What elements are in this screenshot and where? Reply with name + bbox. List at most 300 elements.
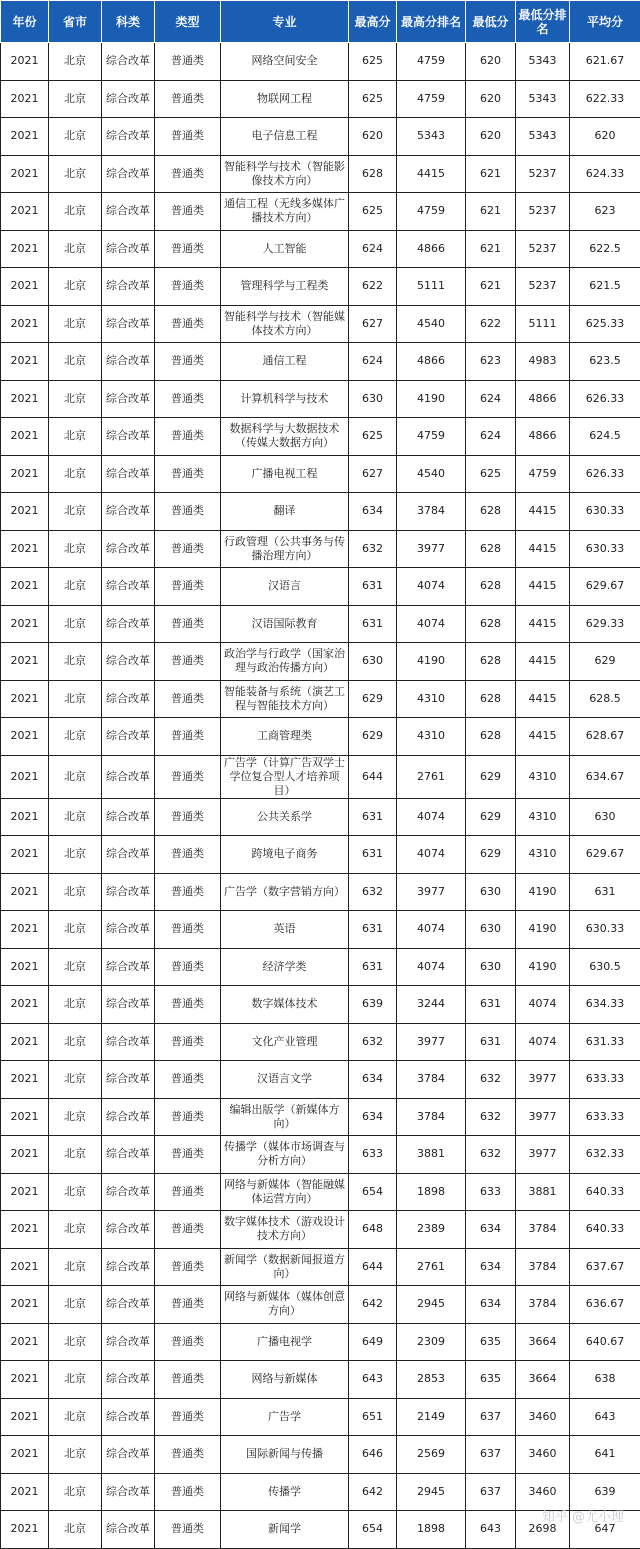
- cell-province: 北京: [49, 1098, 102, 1136]
- cell-avg-score: 623.5: [570, 343, 640, 381]
- cell-max-rank: 2761: [397, 755, 466, 798]
- cell-min-score: 632: [466, 1136, 516, 1174]
- cell-min-rank: 3784: [516, 1248, 570, 1286]
- cell-major: 广播电视工程: [221, 455, 349, 493]
- cell-subject: 综合改革: [102, 43, 155, 81]
- cell-min-score: 622: [466, 305, 516, 343]
- cell-type: 普通类: [155, 836, 221, 874]
- cell-major: 广告学（计算广告双学士学位复合型人才培养项目）: [221, 755, 349, 798]
- cell-type: 普通类: [155, 718, 221, 756]
- cell-province: 北京: [49, 1061, 102, 1099]
- table-row: [1, 605, 640, 643]
- cell-major: 智能装备与系统（演艺工程与智能技术方向）: [221, 680, 349, 718]
- cell-max-score: 625: [349, 193, 397, 231]
- cell-max-rank: 2945: [397, 1473, 466, 1511]
- cell-major: 传播学（媒体市场调查与分析方向）: [221, 1136, 349, 1174]
- cell-max-score: 644: [349, 755, 397, 798]
- cell-avg-score: 634.33: [570, 986, 640, 1024]
- cell-year: 2021: [1, 1361, 49, 1399]
- cell-max-rank: 2853: [397, 1361, 466, 1399]
- cell-type: 普通类: [155, 911, 221, 949]
- cell-subject: 综合改革: [102, 568, 155, 606]
- cell-year: 2021: [1, 1098, 49, 1136]
- cell-type: 普通类: [155, 343, 221, 381]
- cell-min-rank: 4310: [516, 755, 570, 798]
- header-year: 年份: [1, 1, 49, 43]
- cell-major: 文化产业管理: [221, 1023, 349, 1061]
- table-row: [1, 380, 640, 418]
- cell-avg-score: 640.33: [570, 1211, 640, 1249]
- header-max-score: 最高分: [349, 1, 397, 43]
- cell-province: 北京: [49, 343, 102, 381]
- cell-type: 普通类: [155, 1361, 221, 1399]
- cell-type: 普通类: [155, 43, 221, 81]
- cell-min-rank: 4415: [516, 680, 570, 718]
- cell-year: 2021: [1, 680, 49, 718]
- cell-subject: 综合改革: [102, 343, 155, 381]
- cell-type: 普通类: [155, 755, 221, 798]
- cell-max-rank: 5111: [397, 268, 466, 306]
- table-row: [1, 798, 640, 836]
- cell-min-score: 628: [466, 643, 516, 681]
- cell-major: 英语: [221, 911, 349, 949]
- cell-province: 北京: [49, 1248, 102, 1286]
- cell-avg-score: 638: [570, 1361, 640, 1399]
- cell-min-rank: 4310: [516, 798, 570, 836]
- table-row: [1, 568, 640, 606]
- cell-max-score: 631: [349, 568, 397, 606]
- cell-type: 普通类: [155, 493, 221, 531]
- cell-subject: 综合改革: [102, 1361, 155, 1399]
- cell-type: 普通类: [155, 1436, 221, 1474]
- cell-min-rank: 2698: [516, 1511, 570, 1549]
- table-row: [1, 836, 640, 874]
- cell-major: 跨境电子商务: [221, 836, 349, 874]
- cell-min-rank: 3784: [516, 1286, 570, 1324]
- cell-province: 北京: [49, 1211, 102, 1249]
- cell-subject: 综合改革: [102, 380, 155, 418]
- cell-max-rank: 4074: [397, 568, 466, 606]
- cell-min-score: 630: [466, 948, 516, 986]
- cell-type: 普通类: [155, 193, 221, 231]
- cell-province: 北京: [49, 718, 102, 756]
- table-row: [1, 873, 640, 911]
- cell-min-score: 621: [466, 230, 516, 268]
- cell-major: 汉语国际教育: [221, 605, 349, 643]
- cell-min-score: 632: [466, 1098, 516, 1136]
- table-row: [1, 493, 640, 531]
- cell-max-rank: 4866: [397, 343, 466, 381]
- cell-min-rank: 4415: [516, 530, 570, 568]
- cell-min-rank: 3460: [516, 1436, 570, 1474]
- cell-major: 网络与新媒体（智能融媒体运营方向）: [221, 1173, 349, 1211]
- cell-province: 北京: [49, 1023, 102, 1061]
- header-row: [1, 1, 640, 43]
- cell-max-rank: 2761: [397, 1248, 466, 1286]
- cell-province: 北京: [49, 493, 102, 531]
- cell-min-rank: 3460: [516, 1398, 570, 1436]
- cell-max-rank: 4540: [397, 455, 466, 493]
- cell-min-rank: 4415: [516, 605, 570, 643]
- cell-province: 北京: [49, 1323, 102, 1361]
- cell-type: 普通类: [155, 986, 221, 1024]
- cell-major: 翻译: [221, 493, 349, 531]
- cell-min-score: 634: [466, 1211, 516, 1249]
- cell-subject: 综合改革: [102, 118, 155, 156]
- cell-max-rank: 4759: [397, 80, 466, 118]
- cell-type: 普通类: [155, 873, 221, 911]
- cell-type: 普通类: [155, 948, 221, 986]
- cell-major: 物联网工程: [221, 80, 349, 118]
- cell-min-rank: 4074: [516, 1023, 570, 1061]
- cell-max-score: 634: [349, 1061, 397, 1099]
- cell-type: 普通类: [155, 455, 221, 493]
- table-row: [1, 986, 640, 1024]
- cell-min-score: 631: [466, 1023, 516, 1061]
- table-row: [1, 1061, 640, 1099]
- cell-subject: 综合改革: [102, 1136, 155, 1174]
- cell-type: 普通类: [155, 155, 221, 193]
- table-row: [1, 1173, 640, 1211]
- cell-major: 新闻学（数据新闻报道方向）: [221, 1248, 349, 1286]
- cell-year: 2021: [1, 80, 49, 118]
- cell-min-score: 635: [466, 1323, 516, 1361]
- cell-subject: 综合改革: [102, 836, 155, 874]
- cell-type: 普通类: [155, 680, 221, 718]
- cell-subject: 综合改革: [102, 1023, 155, 1061]
- cell-major: 汉语言文学: [221, 1061, 349, 1099]
- cell-major: 网络空间安全: [221, 43, 349, 81]
- cell-year: 2021: [1, 118, 49, 156]
- table-row: [1, 118, 640, 156]
- cell-max-score: 642: [349, 1286, 397, 1324]
- cell-max-rank: 1898: [397, 1511, 466, 1549]
- table-body: [1, 43, 640, 1549]
- cell-subject: 综合改革: [102, 530, 155, 568]
- cell-avg-score: 640.33: [570, 1173, 640, 1211]
- cell-avg-score: 630.33: [570, 530, 640, 568]
- cell-max-rank: 1898: [397, 1173, 466, 1211]
- cell-min-rank: 3977: [516, 1061, 570, 1099]
- cell-major: 智能科学与技术（智能媒体技术方向）: [221, 305, 349, 343]
- cell-min-score: 624: [466, 380, 516, 418]
- cell-min-score: 628: [466, 718, 516, 756]
- cell-type: 普通类: [155, 418, 221, 456]
- cell-major: 网络与新媒体（媒体创意方向）: [221, 1286, 349, 1324]
- cell-max-rank: 3784: [397, 493, 466, 531]
- cell-max-rank: 4074: [397, 836, 466, 874]
- cell-avg-score: 639: [570, 1473, 640, 1511]
- cell-min-score: 634: [466, 1248, 516, 1286]
- cell-min-score: 637: [466, 1398, 516, 1436]
- cell-max-score: 632: [349, 873, 397, 911]
- cell-year: 2021: [1, 1323, 49, 1361]
- cell-max-rank: 5343: [397, 118, 466, 156]
- cell-province: 北京: [49, 1361, 102, 1399]
- cell-province: 北京: [49, 948, 102, 986]
- cell-subject: 综合改革: [102, 155, 155, 193]
- cell-major: 汉语言: [221, 568, 349, 606]
- cell-type: 普通类: [155, 80, 221, 118]
- cell-major: 广告学（数字营销方向）: [221, 873, 349, 911]
- cell-max-rank: 2569: [397, 1436, 466, 1474]
- cell-province: 北京: [49, 836, 102, 874]
- cell-type: 普通类: [155, 798, 221, 836]
- cell-max-rank: 4759: [397, 418, 466, 456]
- cell-max-score: 644: [349, 1248, 397, 1286]
- cell-province: 北京: [49, 798, 102, 836]
- header-province: 省市: [49, 1, 102, 43]
- table-header: [1, 1, 640, 43]
- cell-avg-score: 629.33: [570, 605, 640, 643]
- cell-min-score: 637: [466, 1436, 516, 1474]
- header-avg-score: 平均分: [570, 1, 640, 43]
- cell-province: 北京: [49, 1436, 102, 1474]
- cell-subject: 综合改革: [102, 80, 155, 118]
- cell-province: 北京: [49, 193, 102, 231]
- cell-subject: 综合改革: [102, 418, 155, 456]
- cell-subject: 综合改革: [102, 680, 155, 718]
- cell-max-score: 632: [349, 530, 397, 568]
- cell-type: 普通类: [155, 643, 221, 681]
- cell-avg-score: 623: [570, 193, 640, 231]
- cell-type: 普通类: [155, 605, 221, 643]
- cell-min-rank: 5343: [516, 118, 570, 156]
- cell-avg-score: 621.67: [570, 43, 640, 81]
- cell-max-score: 649: [349, 1323, 397, 1361]
- cell-subject: 综合改革: [102, 1473, 155, 1511]
- cell-min-score: 628: [466, 568, 516, 606]
- cell-max-score: 631: [349, 911, 397, 949]
- cell-max-score: 646: [349, 1436, 397, 1474]
- cell-year: 2021: [1, 155, 49, 193]
- cell-province: 北京: [49, 1286, 102, 1324]
- cell-year: 2021: [1, 568, 49, 606]
- cell-avg-score: 631: [570, 873, 640, 911]
- cell-year: 2021: [1, 305, 49, 343]
- cell-major: 广播电视学: [221, 1323, 349, 1361]
- cell-major: 网络与新媒体: [221, 1361, 349, 1399]
- cell-province: 北京: [49, 643, 102, 681]
- cell-max-score: 642: [349, 1473, 397, 1511]
- cell-subject: 综合改革: [102, 1286, 155, 1324]
- cell-max-score: 624: [349, 230, 397, 268]
- cell-avg-score: 629.67: [570, 568, 640, 606]
- cell-province: 北京: [49, 605, 102, 643]
- cell-avg-score: 633.33: [570, 1098, 640, 1136]
- cell-max-rank: 3784: [397, 1098, 466, 1136]
- cell-avg-score: 625.33: [570, 305, 640, 343]
- cell-province: 北京: [49, 268, 102, 306]
- cell-type: 普通类: [155, 1473, 221, 1511]
- cell-max-rank: 4074: [397, 911, 466, 949]
- table-row: [1, 1248, 640, 1286]
- cell-avg-score: 620: [570, 118, 640, 156]
- cell-avg-score: 636.67: [570, 1286, 640, 1324]
- cell-year: 2021: [1, 1061, 49, 1099]
- cell-min-rank: 4415: [516, 493, 570, 531]
- cell-max-score: 624: [349, 343, 397, 381]
- cell-major: 数字媒体技术: [221, 986, 349, 1024]
- cell-min-rank: 3460: [516, 1473, 570, 1511]
- cell-max-rank: 4074: [397, 605, 466, 643]
- cell-min-rank: 4759: [516, 455, 570, 493]
- cell-type: 普通类: [155, 118, 221, 156]
- table-row: [1, 193, 640, 231]
- cell-min-rank: 5343: [516, 80, 570, 118]
- cell-avg-score: 628.5: [570, 680, 640, 718]
- table-row: [1, 1361, 640, 1399]
- cell-avg-score: 626.33: [570, 455, 640, 493]
- cell-subject: 综合改革: [102, 873, 155, 911]
- cell-min-score: 628: [466, 680, 516, 718]
- cell-subject: 综合改革: [102, 1511, 155, 1549]
- cell-type: 普通类: [155, 268, 221, 306]
- cell-province: 北京: [49, 1173, 102, 1211]
- cell-major: 数字媒体技术（游戏设计技术方向）: [221, 1211, 349, 1249]
- cell-max-rank: 4074: [397, 798, 466, 836]
- cell-max-score: 630: [349, 380, 397, 418]
- table-row: [1, 948, 640, 986]
- cell-year: 2021: [1, 718, 49, 756]
- cell-min-score: 632: [466, 1061, 516, 1099]
- cell-avg-score: 624.33: [570, 155, 640, 193]
- cell-max-rank: 2389: [397, 1211, 466, 1249]
- cell-max-score: 631: [349, 605, 397, 643]
- cell-max-score: 620: [349, 118, 397, 156]
- cell-major: 国际新闻与传播: [221, 1436, 349, 1474]
- cell-year: 2021: [1, 911, 49, 949]
- cell-type: 普通类: [155, 1098, 221, 1136]
- cell-subject: 综合改革: [102, 268, 155, 306]
- cell-max-rank: 3977: [397, 530, 466, 568]
- cell-min-score: 621: [466, 193, 516, 231]
- cell-max-rank: 4415: [397, 155, 466, 193]
- cell-max-score: 639: [349, 986, 397, 1024]
- header-min-score: 最低分: [466, 1, 516, 43]
- cell-min-rank: 4190: [516, 948, 570, 986]
- table-row: [1, 418, 640, 456]
- cell-max-score: 654: [349, 1173, 397, 1211]
- table-row: [1, 1211, 640, 1249]
- cell-subject: 综合改革: [102, 230, 155, 268]
- cell-major: 经济学类: [221, 948, 349, 986]
- table-row: [1, 718, 640, 756]
- cell-min-score: 629: [466, 755, 516, 798]
- cell-avg-score: 643: [570, 1398, 640, 1436]
- cell-year: 2021: [1, 343, 49, 381]
- cell-province: 北京: [49, 380, 102, 418]
- cell-max-rank: 4190: [397, 380, 466, 418]
- table-row: [1, 911, 640, 949]
- cell-province: 北京: [49, 155, 102, 193]
- header-max-rank: 最高分排名: [397, 1, 466, 43]
- cell-subject: 综合改革: [102, 1061, 155, 1099]
- cell-subject: 综合改革: [102, 1211, 155, 1249]
- cell-max-rank: 3244: [397, 986, 466, 1024]
- cell-min-rank: 4983: [516, 343, 570, 381]
- cell-major: 人工智能: [221, 230, 349, 268]
- cell-subject: 综合改革: [102, 718, 155, 756]
- cell-min-score: 621: [466, 268, 516, 306]
- cell-min-score: 635: [466, 1361, 516, 1399]
- cell-avg-score: 621.5: [570, 268, 640, 306]
- cell-province: 北京: [49, 43, 102, 81]
- table-row: [1, 1473, 640, 1511]
- cell-avg-score: 640.67: [570, 1323, 640, 1361]
- cell-year: 2021: [1, 1211, 49, 1249]
- cell-min-rank: 3664: [516, 1323, 570, 1361]
- cell-max-rank: 2149: [397, 1398, 466, 1436]
- cell-max-rank: 4759: [397, 43, 466, 81]
- cell-subject: 综合改革: [102, 948, 155, 986]
- cell-max-score: 643: [349, 1361, 397, 1399]
- table-row: [1, 305, 640, 343]
- cell-type: 普通类: [155, 1323, 221, 1361]
- cell-province: 北京: [49, 873, 102, 911]
- cell-max-rank: 2945: [397, 1286, 466, 1324]
- cell-avg-score: 647: [570, 1511, 640, 1549]
- cell-subject: 综合改革: [102, 1323, 155, 1361]
- cell-year: 2021: [1, 605, 49, 643]
- cell-max-rank: 4310: [397, 680, 466, 718]
- table-row: [1, 155, 640, 193]
- cell-min-rank: 5111: [516, 305, 570, 343]
- cell-year: 2021: [1, 873, 49, 911]
- cell-year: 2021: [1, 380, 49, 418]
- cell-max-score: 622: [349, 268, 397, 306]
- cell-year: 2021: [1, 193, 49, 231]
- cell-min-score: 629: [466, 836, 516, 874]
- cell-province: 北京: [49, 530, 102, 568]
- cell-subject: 综合改革: [102, 193, 155, 231]
- cell-major: 政治学与行政学（国家治理与政治传播方向）: [221, 643, 349, 681]
- cell-subject: 综合改革: [102, 643, 155, 681]
- cell-max-score: 625: [349, 80, 397, 118]
- table-row: [1, 1398, 640, 1436]
- cell-max-score: 627: [349, 455, 397, 493]
- cell-province: 北京: [49, 1473, 102, 1511]
- cell-province: 北京: [49, 80, 102, 118]
- cell-min-score: 630: [466, 911, 516, 949]
- cell-avg-score: 632.33: [570, 1136, 640, 1174]
- cell-min-score: 620: [466, 43, 516, 81]
- cell-subject: 综合改革: [102, 1098, 155, 1136]
- cell-type: 普通类: [155, 530, 221, 568]
- cell-province: 北京: [49, 230, 102, 268]
- cell-max-score: 631: [349, 798, 397, 836]
- cell-major: 编辑出版学（新媒体方向）: [221, 1098, 349, 1136]
- table-row: [1, 680, 640, 718]
- cell-avg-score: 634.67: [570, 755, 640, 798]
- cell-max-score: 648: [349, 1211, 397, 1249]
- cell-year: 2021: [1, 530, 49, 568]
- cell-min-rank: 4415: [516, 568, 570, 606]
- cell-subject: 综合改革: [102, 1436, 155, 1474]
- cell-subject: 综合改革: [102, 493, 155, 531]
- cell-min-rank: 3881: [516, 1173, 570, 1211]
- table-row: [1, 755, 640, 798]
- cell-type: 普通类: [155, 1061, 221, 1099]
- cell-min-score: 629: [466, 798, 516, 836]
- cell-type: 普通类: [155, 1211, 221, 1249]
- cell-min-rank: 3664: [516, 1361, 570, 1399]
- cell-year: 2021: [1, 455, 49, 493]
- header-major: 专业: [221, 1, 349, 43]
- cell-min-rank: 5237: [516, 268, 570, 306]
- cell-province: 北京: [49, 1136, 102, 1174]
- cell-major: 公共关系学: [221, 798, 349, 836]
